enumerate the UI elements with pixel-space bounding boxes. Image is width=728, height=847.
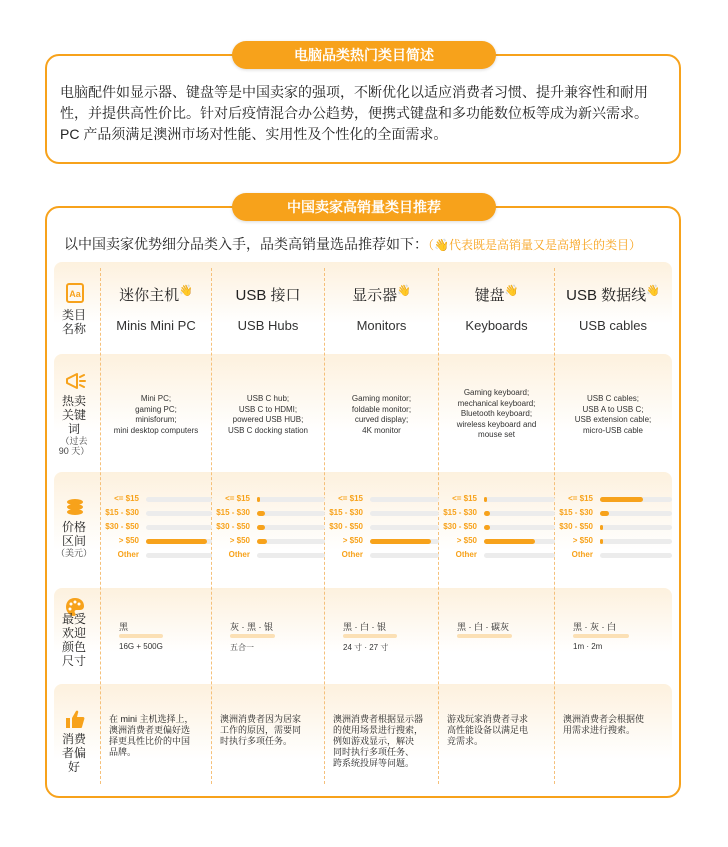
hot-keywords <box>212 394 324 436</box>
megaphone-icon <box>64 370 86 392</box>
price-share-track <box>600 497 672 502</box>
price-range-label: $15 - $30 <box>559 508 593 517</box>
preference-line: 游戏玩家消费者寻求 <box>447 714 529 724</box>
price-range-label: Other <box>341 550 363 559</box>
price-share-fill <box>484 497 487 502</box>
preference-line: 例如游戏显示，解决 <box>333 736 415 746</box>
price-range-label: $30 - $50 <box>216 522 250 531</box>
preference-line: 择更具性比价的中国 <box>109 736 191 746</box>
price-share-track <box>370 525 439 530</box>
keyword: Gaming keyboard; <box>463 388 530 397</box>
consumer-preference <box>563 714 667 736</box>
price-range-label: <= $15 <box>225 494 250 503</box>
price-share-fill <box>146 539 207 544</box>
price-share-track <box>146 539 212 544</box>
popular-color: 黑 · 灰 · 白 <box>573 622 616 632</box>
price-share-fill <box>600 539 603 544</box>
category-name-zh-text: USB 接口 <box>235 287 301 304</box>
category-icon <box>64 282 86 304</box>
row-head-line: 最受 <box>61 612 86 626</box>
price-share-track <box>370 553 439 558</box>
price-share-fill <box>484 525 490 530</box>
thumbs-up-icon <box>64 708 86 730</box>
preference-line: 的使用场景进行搜索， <box>333 725 424 735</box>
price-range-label: <= $15 <box>114 494 139 503</box>
price-range-label: $15 - $30 <box>216 508 250 517</box>
category-name-zh-text: 键盘 <box>474 287 505 304</box>
preference-line: 同时执行多项任务、 <box>333 747 415 757</box>
price-range-label: > $50 <box>456 536 477 545</box>
price-share-track <box>484 497 555 502</box>
price-share-track <box>600 553 672 558</box>
hot-keywords <box>325 394 438 436</box>
price-share-track <box>257 511 325 516</box>
price-share-track <box>600 525 672 530</box>
category-name-zh-text: 显示器 <box>352 287 398 304</box>
row-head-price <box>54 520 94 558</box>
hot-keywords <box>555 394 671 436</box>
row-head-line: 尺寸 <box>61 654 86 668</box>
price-range-label: $30 - $50 <box>559 522 593 531</box>
price-share-fill <box>600 525 603 530</box>
lead-text: 以中国卖家优势细分品类入手，品类高销量选品推荐如下： <box>64 236 428 252</box>
svg-text:Aa: Aa <box>69 289 81 299</box>
row-head-small: （美元） <box>55 548 92 558</box>
keyword: micro-USB cable <box>582 425 643 435</box>
row-head-line: 关键 <box>61 408 86 422</box>
keyword: mini desktop computers <box>113 425 199 435</box>
category-name-zh-text: USB 数据线 <box>566 287 647 304</box>
keyword: USB C to HDMI; <box>238 404 298 414</box>
lead-note: （👋代表既是高销量又是高增长的类目） <box>428 238 641 252</box>
preference-line: 竞需求。 <box>447 736 484 746</box>
price-share-fill <box>600 511 609 516</box>
summary-text <box>60 82 670 145</box>
consumer-preference <box>220 714 320 747</box>
row-head-line: 者偏 <box>61 746 86 760</box>
price-share-fill <box>370 539 431 544</box>
price-range-label: <= $15 <box>452 494 477 503</box>
popular-color: 黑 · 白 · 碳灰 <box>457 622 509 632</box>
price-range-label: $30 - $50 <box>105 522 139 531</box>
keyword: gaming PC; <box>135 404 177 414</box>
category-name-en: Keyboards <box>465 318 528 333</box>
consumer-preference <box>333 714 434 769</box>
row-head-line: 热卖 <box>61 394 86 408</box>
price-share-track <box>257 525 325 530</box>
price-range-label: > $50 <box>229 536 250 545</box>
keyword: USB extension cable; <box>574 415 652 424</box>
category-name-en: USB Hubs <box>237 318 299 333</box>
row-head-line: 词 <box>67 422 80 436</box>
keyword: foldable monitor; <box>351 404 412 414</box>
price-share-track <box>370 511 439 516</box>
price-range-label: > $50 <box>342 536 363 545</box>
price-share-track <box>257 497 325 502</box>
popular-color-bar <box>119 634 163 638</box>
preference-line: 用需求进行搜索。 <box>563 725 636 735</box>
price-share-fill <box>484 511 490 516</box>
price-share-track <box>600 511 672 516</box>
row-head-line: 欢迎 <box>61 626 86 640</box>
recommend-title: 中国卖家高销量类目推荐 <box>232 193 496 221</box>
price-range-label: > $50 <box>118 536 139 545</box>
high-growth-hand-icon: 👋 <box>397 285 411 297</box>
price-range-label: <= $15 <box>568 494 593 503</box>
row-head-small: 90 天） <box>58 446 90 456</box>
category-name-zh <box>212 284 324 305</box>
price-share-track <box>484 539 555 544</box>
keyword: USB C cables; <box>586 394 640 403</box>
keyword: 4K monitor <box>362 425 401 435</box>
keyword: powered USB HUB; <box>232 415 304 424</box>
preference-line: 高性能设备以满足电 <box>447 725 529 735</box>
row-head-category <box>54 308 94 336</box>
price-share-track <box>484 511 555 516</box>
price-share-fill <box>257 511 265 516</box>
row-head-line: 消费 <box>61 732 86 746</box>
price-share-track <box>146 497 212 502</box>
preference-line: 时执行多项任务。 <box>220 736 293 746</box>
consumer-preference <box>109 714 207 758</box>
price-share-fill <box>257 497 260 502</box>
row-head-line: 价格 <box>61 520 86 534</box>
keyword: USB A to USB C; <box>582 404 644 414</box>
summary-line: 电脑配件如显示器、键盘等是中国卖家的强项，不断优化以适应消费者习惯、提升兼容性和耐用 <box>60 84 648 100</box>
preference-line: 工作的原因，需要同 <box>220 725 302 735</box>
category-name-en: Monitors <box>356 318 407 333</box>
popular-color: 黑 · 白 · 银 <box>343 622 386 632</box>
price-range-label: Other <box>228 550 250 559</box>
popular-size: 16G + 500G <box>119 642 163 651</box>
price-share-track <box>146 511 212 516</box>
row-head-keywords <box>54 394 94 456</box>
price-share-track <box>146 553 212 558</box>
keyword: Bluetooth keyboard; <box>460 409 533 418</box>
keyword: minisforum; <box>135 415 177 424</box>
row-head-small: （过去 <box>60 436 88 446</box>
price-share-track <box>370 539 439 544</box>
popular-size: 1m · 2m <box>573 642 603 651</box>
price-range-label: $15 - $30 <box>443 508 477 517</box>
row-head-pref <box>54 732 94 774</box>
category-name-en: USB cables <box>579 318 647 333</box>
category-name-zh <box>439 284 554 305</box>
keyword: curved display; <box>354 415 409 424</box>
row-head-line: 名称 <box>61 322 86 336</box>
coins-icon <box>64 496 86 518</box>
price-range-label: Other <box>455 550 477 559</box>
high-growth-hand-icon: 👋 <box>504 285 519 297</box>
price-share-track <box>257 553 325 558</box>
popular-size: 24 寸 · 27 寸 <box>343 643 389 652</box>
preference-line: 品牌。 <box>109 747 137 757</box>
price-share-track <box>600 539 672 544</box>
popular-color: 灰 · 黑 · 银 <box>230 622 273 632</box>
preference-line: 在 mini 主机选择上， <box>109 714 194 724</box>
high-growth-hand-icon: 👋 <box>179 285 193 297</box>
price-share-track <box>370 497 439 502</box>
consumer-preference <box>447 714 550 747</box>
category-name-zh <box>325 284 438 305</box>
price-share-track <box>146 525 212 530</box>
keyword: USB C hub; <box>246 394 290 403</box>
popular-size: 五合一 <box>230 643 254 652</box>
row-head-line: 类目 <box>61 308 86 322</box>
popular-color: 黑 <box>119 622 129 632</box>
price-share-track <box>257 539 325 544</box>
popular-color-bar <box>343 634 397 638</box>
price-range-label: > $50 <box>572 536 593 545</box>
keyword: USB C docking station <box>227 425 309 435</box>
price-range-label: <= $15 <box>338 494 363 503</box>
hot-keywords <box>439 388 554 441</box>
category-name-en: Minis Mini PC <box>116 318 196 333</box>
row-head-line: 颜色 <box>61 640 86 654</box>
price-share-fill <box>257 525 265 530</box>
preference-line: 跨系统投屏等问题。 <box>333 758 415 768</box>
price-range-label: Other <box>571 550 593 559</box>
row-head-color <box>54 612 94 668</box>
price-range-label: Other <box>117 550 139 559</box>
band-category <box>54 262 672 350</box>
popular-color-bar <box>457 634 512 638</box>
keyword: wireless keyboard and <box>456 419 537 429</box>
category-name-zh-text: 迷你主机 <box>119 287 180 304</box>
price-range-label: $15 - $30 <box>105 508 139 517</box>
summary-line: 性，并提供高性价比。针对后疫情混合办公趋势，便携式键盘和多功能数位板等成为新兴需求。 <box>60 105 648 121</box>
row-head-line: 区间 <box>61 534 86 548</box>
price-range-label: $30 - $50 <box>443 522 477 531</box>
keyword: mouse set <box>478 430 515 439</box>
price-share-fill <box>600 497 643 502</box>
summary-title: 电脑品类热门类目简述 <box>232 41 496 69</box>
row-head-line: 好 <box>67 760 80 774</box>
category-name-zh <box>555 284 671 305</box>
popular-color-bar <box>573 634 629 638</box>
hot-keywords <box>101 394 211 436</box>
category-name-zh <box>101 284 211 305</box>
price-share-track <box>484 525 555 530</box>
price-range-label: $15 - $30 <box>329 508 363 517</box>
preference-line: 澳洲消费者因为居家 <box>220 714 302 724</box>
high-growth-hand-icon: 👋 <box>646 285 660 297</box>
keyword: Gaming monitor; <box>351 394 412 403</box>
price-range-label: $30 - $50 <box>329 522 363 531</box>
summary-line: PC 产品须满足澳洲市场对性能、实用性及个性化的全面需求。 <box>60 126 448 142</box>
preference-line: 澳洲消费者会根据使 <box>563 714 645 724</box>
price-share-fill <box>484 539 535 544</box>
keyword: mechanical keyboard; <box>457 398 536 408</box>
price-share-fill <box>257 539 267 544</box>
popular-color-bar <box>230 634 275 638</box>
keyword: Mini PC; <box>140 394 172 403</box>
recommend-lead <box>64 234 641 254</box>
price-share-track <box>484 553 555 558</box>
preference-line: 澳洲消费者更偏好选 <box>109 725 191 735</box>
preference-line: 澳洲消费者根据显示器 <box>333 714 424 724</box>
